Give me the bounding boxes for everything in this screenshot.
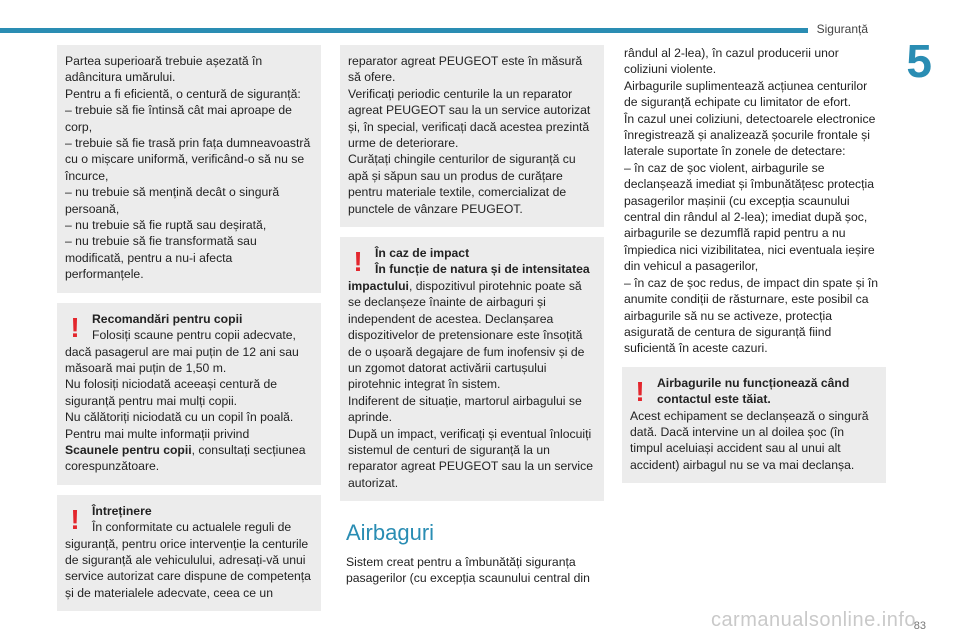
paragraph: dacă pasagerul are mai puțin de 12 ani sau măsoară mai puțin de 1,50 m. xyxy=(65,344,299,375)
column-1 xyxy=(57,45,321,621)
warning-icon: ! xyxy=(70,311,80,343)
paragraph: Verificați periodic centurile la un reparator agreat PEUGEOT sau la un service autorizat și, în special, verificați dacă acestea prezintă urme de deteriorare. xyxy=(348,86,591,151)
warning-title: În caz de impact xyxy=(375,246,470,261)
list-item: – trebuie să fie întinsă cât mai aproape de corp, xyxy=(65,103,292,134)
list-item: – nu trebuie să mențină decât o singură persoană, xyxy=(65,185,280,216)
airbags-intro xyxy=(340,554,604,587)
child-recommendations-warning xyxy=(57,303,321,485)
warning-icon: ! xyxy=(635,375,645,407)
paragraph: Indiferent de situație, martorul airbagului se aprinde. xyxy=(348,393,582,425)
paragraph: Nu folosiți niciodată aceeași centură de siguranță pentru mai mulți copii. xyxy=(65,377,278,408)
airbags-description xyxy=(622,45,886,357)
column-2 xyxy=(340,45,604,586)
chapter-number: 5 xyxy=(906,35,932,87)
paragraph: Partea superioară trebuie așezată în adâncitura umărului. xyxy=(65,54,263,85)
paragraph: Acest echipament se declanșează o singură dată. Dacă intervine un al doilea șoc (în timpul aceluiași accident sau al unui alt accident) airbagul nu se va mai declanșa. xyxy=(630,408,869,472)
section-title: Siguranță xyxy=(816,22,868,36)
paragraph: În conformitate cu actualele reguli de xyxy=(92,520,292,535)
paragraph: siguranță, pentru orice intervenție la centurile de siguranță ale vehiculului, adresați-vă unui service autorizat care dispune de competența și de materialele adecvate, ceea ce un xyxy=(65,536,311,600)
paragraph: Pentru a fi eficientă, o centură de siguranță: xyxy=(65,86,301,101)
airbags-ignition-warning xyxy=(622,367,886,483)
list-item: – nu trebuie să fie transformată sau modificată, pentru a nu-i afecta performanțele. xyxy=(65,234,257,282)
cross-reference-tail: , consultați secțiunea corespunzătoare. xyxy=(65,442,306,474)
paragraph: În cazul unei coliziuni, detectoarele electronice înregistrează și analizează șocurile frontale și laterale suportate în zonele de detectare: xyxy=(624,111,876,159)
airbags-heading: Airbaguri xyxy=(346,520,435,546)
warning-icon: ! xyxy=(353,246,363,278)
paragraph: reparator agreat PEUGEOT este în măsură să ofere. xyxy=(348,54,583,85)
maintenance-continued-box xyxy=(340,45,604,227)
maintenance-warning xyxy=(57,495,321,611)
paragraph-text: , dispozitivul pirotehnic poate să se declanșeze înainte de airbaguri și independent de acestea. Declanșarea dispozitivelor de pretensionare este însoțită de o ușoară degajare de fum inofensiv și de un zgomot datorat activării cartușului pirotehnic integrat în sistem. xyxy=(348,278,585,392)
paragraph: Nu călătoriți niciodată cu un copil în poală. xyxy=(65,410,294,425)
paragraph xyxy=(348,278,596,393)
warning-title: Recomandări pentru copii xyxy=(92,311,243,326)
list-item: – nu trebuie să fie ruptă sau deșirată, xyxy=(65,218,267,233)
warning-title: Airbagurile nu funcționează când contactul este tăiat. xyxy=(657,375,850,407)
impact-warning xyxy=(340,237,604,501)
paragraph: Pentru mai multe informații privind xyxy=(65,426,250,441)
cross-reference: Scaunele pentru copii xyxy=(65,442,192,457)
bold-term: impactului xyxy=(348,278,409,293)
list-item: – în caz de șoc redus, de impact din spate și în anumite condiții de răsturnare, este posibil ca airbagurile să nu se activeze, protecția asigurată de centura de siguranță fiind suficientă în aceste cazuri. xyxy=(624,275,879,356)
page-number: 83 xyxy=(913,620,926,632)
warning-icon: ! xyxy=(70,503,80,535)
list-item: – trebuie să fie trasă prin fața dumneavoastră cu o mișcare uniformă, verificând-o să nu se încurce, xyxy=(65,136,311,183)
paragraph: rândul al 2-lea), în cazul producerii unor coliziuni violente. xyxy=(624,46,839,77)
list-item: – în caz de șoc violent, airbagurile se declanșează imediat și îmbunătățesc protecția pasagerilor mașinii (cu excepția scaunului central din rândul al 2-lea); imediat după șoc, airbagurile se dezumflă rapid pentru a nu împiedica nici vizibilitatea, nici eventuala ieșire din vehicul a pasagerilor, xyxy=(624,160,875,274)
paragraph: După un impact, verificați și eventual înlocuiți sistemul de centuri de siguranță la un reparator agreat PEUGEOT sau la un service autorizat. xyxy=(348,426,593,490)
seatbelt-usage-box xyxy=(57,45,321,293)
paragraph: Curățați chingile centurilor de siguranță cu apă și săpun sau un produs de curățare pentru materiale textile, comercializat de punctele de vânzare PEUGEOT. xyxy=(348,152,576,216)
paragraph: Sistem creat pentru a îmbunătăți siguranța pasagerilor (cu excepția scaunului central din xyxy=(346,554,590,585)
column-3 xyxy=(622,45,886,493)
paragraph xyxy=(65,442,313,475)
watermark: carmanualsonline.info xyxy=(710,609,916,631)
warning-title: Întreținere xyxy=(92,503,152,518)
warning-subtitle: În funcție de natura și de intensitatea xyxy=(375,262,590,277)
paragraph: Folosiți scaune pentru copii adecvate, xyxy=(92,328,296,343)
header-accent-bar xyxy=(0,28,808,33)
paragraph: Airbagurile suplimentează acțiunea centurilor de siguranță echipate cu limitator de efort. xyxy=(624,78,868,110)
